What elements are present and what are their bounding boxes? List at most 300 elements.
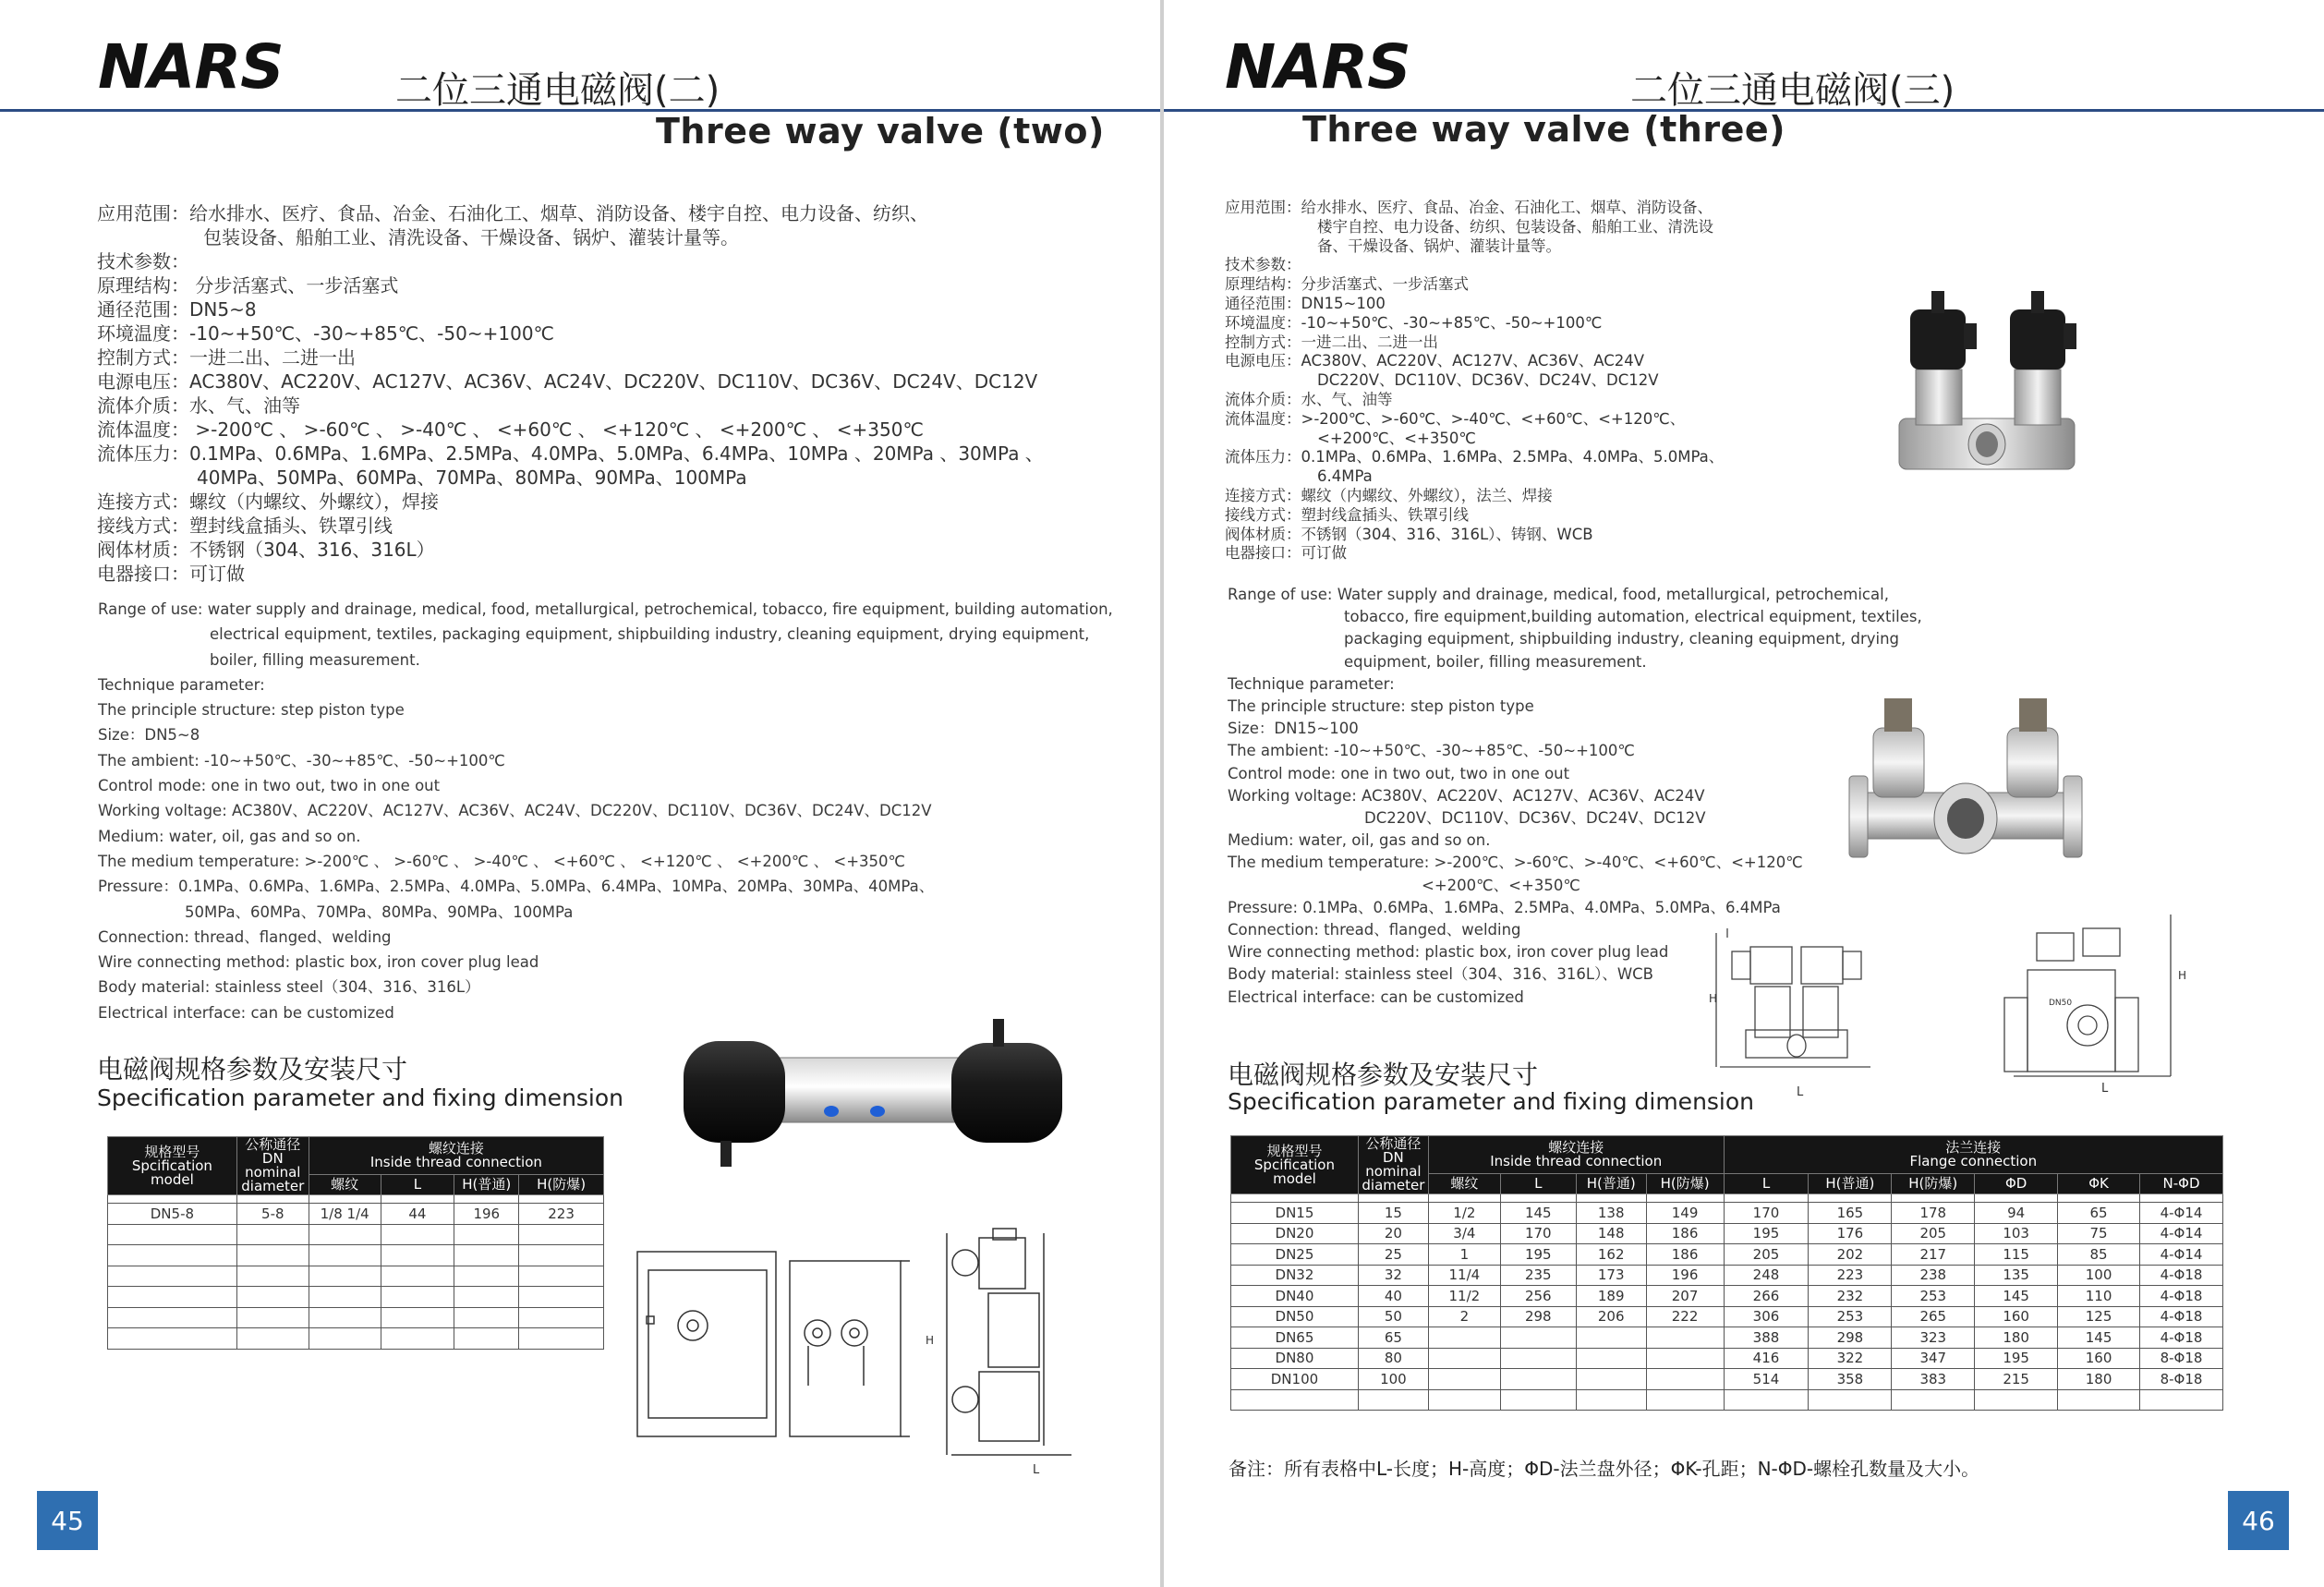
- table-cell: [309, 1287, 381, 1308]
- table-cell: [1576, 1327, 1646, 1349]
- table-cell: 196: [1646, 1265, 1724, 1286]
- spec-cn-line: 电器接口：可订做: [97, 563, 245, 585]
- dim-label-l: L: [2101, 1082, 2109, 1096]
- table-cell: DN20: [1231, 1223, 1359, 1244]
- table-cell: 135: [1975, 1265, 2058, 1286]
- table-cell: [1975, 1194, 2058, 1203]
- spec-cn: [1225, 199, 1724, 563]
- section-title-en: Specification parameter and fixing dimension: [97, 1084, 624, 1111]
- table-cell: 4-Φ14: [2140, 1244, 2223, 1266]
- table-cell: 4-Φ18: [2140, 1265, 2223, 1286]
- spec-cn-line: 环境温度：-10~+50℃、-30~+85℃、-50~+100℃: [1225, 313, 1603, 332]
- table-cell: 40: [1358, 1286, 1428, 1307]
- table-cell: 248: [1724, 1265, 1809, 1286]
- table-cell: [1428, 1194, 1500, 1203]
- th-sub: H(防爆): [519, 1174, 604, 1194]
- spec-cn-line: 流体温度： >-200℃ 、 >-60℃ 、 >-40℃ 、 <+60℃ 、 <+120℃ 、 <+200℃ 、 <+350℃: [97, 418, 924, 441]
- table-cell: [2140, 1389, 2223, 1411]
- th-text: nominal: [245, 1164, 301, 1181]
- table-cell: [1358, 1389, 1428, 1411]
- table-cell: 1: [1428, 1244, 1500, 1266]
- table-cell: DN25: [1231, 1244, 1359, 1266]
- th-text: 规格型号: [1266, 1142, 1323, 1159]
- spec-cn-line: DC220V、DC110V、DC36V、DC24V、DC12V: [1317, 371, 1659, 390]
- table-cell: [1724, 1194, 1809, 1203]
- table-cell: 115: [1975, 1244, 2058, 1266]
- spec-cn-line: 包装设备、船舶工业、清洗设备、干燥设备、锅炉、灌装计量等。: [203, 226, 739, 248]
- table-cell: [1428, 1348, 1500, 1369]
- spec-en-line: Working voltage: AC380V、AC220V、AC127V、AC36V、AC24V: [1228, 786, 1705, 805]
- title-en: Three way valve (two): [656, 111, 1105, 151]
- table-cell: 186: [1646, 1244, 1724, 1266]
- table-cell: [381, 1245, 454, 1266]
- table-cell: [454, 1307, 519, 1328]
- table-row: [1231, 1348, 2223, 1369]
- table-cell: 170: [1724, 1203, 1809, 1224]
- table-cell: [1358, 1194, 1428, 1203]
- table-cell: 202: [1809, 1244, 1892, 1266]
- table-cell: 347: [1892, 1348, 1975, 1369]
- spec-en-line: Wire connecting method: plastic box, iron cover plug lead: [98, 953, 539, 972]
- table-cell: 189: [1576, 1286, 1646, 1307]
- th-text: 法兰连接: [1945, 1138, 2002, 1156]
- table-cell: 238: [1892, 1265, 1975, 1286]
- spec-en-line: The principle structure: step piston type: [1228, 697, 1534, 716]
- th-text: 公称通径: [1365, 1135, 1422, 1152]
- spec-en-line: DC220V、DC110V、DC36V、DC24V、DC12V: [1364, 809, 1706, 828]
- table-cell: 65: [1358, 1327, 1428, 1349]
- table-cell: 110: [2058, 1286, 2140, 1307]
- spec-cn-line: 电源电压：AC380V、AC220V、AC127V、AC36V、AC24V: [1225, 352, 1644, 370]
- th-sub: 螺纹: [1428, 1173, 1500, 1193]
- table-cell: [519, 1224, 604, 1245]
- table-cell: [454, 1266, 519, 1287]
- spec-en-line: Electrical interface: can be customized: [98, 1003, 394, 1022]
- table-cell: [2058, 1389, 2140, 1411]
- brand-logo: NARS: [1225, 31, 1410, 103]
- spec-en-line: Pressure: 0.1MPa、0.6MPa、1.6MPa、2.5MPa、4.0MPa、5.0MPa、6.4MPa: [1228, 898, 1781, 916]
- table-cell: [519, 1245, 604, 1266]
- spec-en-line: The ambient: -10~+50℃、-30~+85℃、-50~+100℃: [98, 751, 505, 769]
- page-46: [1164, 0, 2324, 1587]
- table-cell: 195: [1975, 1348, 2058, 1369]
- table-cell: [2140, 1194, 2223, 1203]
- table-cell: 80: [1358, 1348, 1428, 1369]
- title-cn: 二位三通电磁阀(三): [1630, 69, 1955, 112]
- table-cell: 235: [1500, 1265, 1576, 1286]
- title-en: Three way valve (three): [1302, 109, 1786, 150]
- th-text: diameter: [241, 1178, 305, 1194]
- table-cell: 170: [1500, 1223, 1576, 1244]
- spec-en-line: The ambient: -10~+50℃、-30~+85℃、-50~+100℃: [1228, 742, 1635, 760]
- table-cell: [108, 1245, 237, 1266]
- table-cell: 217: [1892, 1244, 1975, 1266]
- table-cell: [454, 1287, 519, 1308]
- th-text: Spcification: [1253, 1156, 1335, 1173]
- spec-cn-line: 环境温度：-10~+50℃、-30~+85℃、-50~+100℃: [97, 322, 554, 345]
- table-row: [108, 1266, 604, 1287]
- table-cell: [1646, 1194, 1724, 1203]
- table-cell: 15: [1358, 1203, 1428, 1224]
- spec-en-line: Electrical interface: can be customized: [1228, 987, 1524, 1006]
- table-row: [1231, 1203, 2223, 1224]
- table-cell: 514: [1724, 1369, 1809, 1390]
- table-cell: 205: [1892, 1223, 1975, 1244]
- spec-table: [1230, 1135, 2223, 1411]
- table-cell: [108, 1266, 237, 1287]
- section-title-en: Specification parameter and fixing dimension: [1228, 1088, 1755, 1115]
- spec-cn-line: 连接方式：螺纹（内螺纹、外螺纹），法兰、焊接: [1225, 486, 1553, 504]
- spec-en-line: Technique parameter:: [1228, 674, 1395, 693]
- table-cell: 65: [2058, 1203, 2140, 1224]
- spec-en-line: Control mode: one in two out, two in one out: [1228, 764, 1570, 782]
- table-cell: 44: [381, 1204, 454, 1225]
- table-cell: 358: [1809, 1369, 1892, 1390]
- spec-en-line: electrical equipment, textiles, packaging equipment, shipbuilding industry, cleaning equipment, drying equipment,: [210, 625, 1090, 644]
- dimension-drawing: [1709, 915, 2309, 1099]
- spec-en-line: 50MPa、60MPa、70MPa、80MPa、90MPa、100MPa: [185, 903, 574, 921]
- table-cell: 85: [2058, 1244, 2140, 1266]
- th-text: model: [1273, 1169, 1316, 1187]
- th-text: 螺纹连接: [1548, 1138, 1604, 1156]
- spec-cn-line: 楼宇自控、电力设备、纺织、包装设备、船舶工业、清洗设: [1317, 217, 1713, 236]
- dim-label-dn: DN50: [2049, 999, 2073, 1008]
- spec-en-line: tobacco, fire equipment,building automation, electrical equipment, textiles,: [1344, 608, 1922, 626]
- spec-en: [98, 597, 1113, 1025]
- table-cell: [236, 1245, 309, 1266]
- table-footnote: 备注：所有表格中L-长度；H-高度；ΦD-法兰盘外径；ΦK-孔距；N-ΦD-螺栓孔数量及大小。: [1229, 1458, 1980, 1480]
- table-cell: [1892, 1389, 1975, 1411]
- table-cell: 100: [1358, 1369, 1428, 1390]
- th-sub: ΦK: [2058, 1173, 2140, 1193]
- table-cell: [381, 1224, 454, 1245]
- table-cell: 162: [1576, 1244, 1646, 1266]
- table-cell: [454, 1328, 519, 1350]
- spec-cn-line: 6.4MPa: [1317, 467, 1373, 486]
- th-text: 公称通径: [245, 1136, 301, 1153]
- table-cell: 148: [1576, 1223, 1646, 1244]
- table-cell: 256: [1500, 1286, 1576, 1307]
- spec-cn-line: 电源电压：AC380V、AC220V、AC127V、AC36V、AC24V、DC220V、DC110V、DC36V、DC24V、DC12V: [97, 370, 1038, 393]
- table-cell: 180: [1975, 1327, 2058, 1349]
- section-title-cn: 电磁阀规格参数及安装尺寸: [97, 1054, 408, 1084]
- table-cell: DN80: [1231, 1348, 1359, 1369]
- table-cell: 207: [1646, 1286, 1724, 1307]
- table-cell: 196: [454, 1204, 519, 1225]
- table-row: [1231, 1244, 2223, 1266]
- table-cell: 145: [1500, 1203, 1576, 1224]
- table-row: [1231, 1223, 2223, 1244]
- spec-cn-line: 通径范围：DN15~100: [1225, 294, 1386, 312]
- table-cell: [1231, 1389, 1359, 1411]
- table-row: [108, 1245, 604, 1266]
- table-cell: 195: [1500, 1244, 1576, 1266]
- spec-en-line: Connection: thread、flanged、welding: [98, 927, 392, 946]
- table-cell: 50: [1358, 1306, 1428, 1327]
- table-cell: 223: [519, 1204, 604, 1225]
- th-sub: L: [381, 1174, 454, 1194]
- spec-en-line: Pressure：0.1MPa、0.6MPa、1.6MPa、2.5MPa、4.0MPa、5.0MPa、6.4MPa、10MPa、20MPa、30MPa、40MPa、: [98, 878, 935, 896]
- table-cell: [1646, 1348, 1724, 1369]
- table-cell: DN15: [1231, 1203, 1359, 1224]
- spec-en-line: The medium temperature: >-200℃、>-60℃、>-40℃、<+60℃、<+120℃: [1228, 854, 1803, 872]
- table-cell: 4-Φ14: [2140, 1203, 2223, 1224]
- th-sub: H(防爆): [1892, 1173, 1975, 1193]
- spec-en-line: Size：DN15~100: [1228, 720, 1359, 738]
- table-cell: 125: [2058, 1306, 2140, 1327]
- table-row: [1231, 1306, 2223, 1327]
- table-row: [1231, 1389, 2223, 1411]
- table-cell: [519, 1328, 604, 1350]
- dim-label-h: H: [1709, 992, 1718, 1005]
- table-cell: [381, 1307, 454, 1328]
- dim-label-h: H: [926, 1334, 935, 1347]
- th-text: model: [151, 1170, 194, 1188]
- th-thread: [1428, 1136, 1724, 1174]
- th-model: [1231, 1136, 1359, 1194]
- table-cell: 4-Φ18: [2140, 1286, 2223, 1307]
- table-cell: DN5-8: [108, 1204, 237, 1225]
- table-cell: 222: [1646, 1306, 1724, 1327]
- table-cell: 160: [2058, 1348, 2140, 1369]
- table-cell: 195: [1724, 1223, 1809, 1244]
- table-cell: [1500, 1348, 1576, 1369]
- spec-en-line: The medium temperature: >-200℃ 、 >-60℃ 、 >-40℃ 、 <+60℃ 、 <+120℃ 、 <+200℃ 、 <+350℃: [98, 852, 906, 870]
- spec-cn-line: 原理结构： 分步活塞式、一步活塞式: [97, 274, 399, 297]
- table-cell: DN100: [1231, 1369, 1359, 1390]
- table-cell: 206: [1576, 1306, 1646, 1327]
- page-number-left: 45: [37, 1491, 98, 1550]
- table-cell: [1576, 1194, 1646, 1203]
- brand-logo: NARS: [98, 31, 284, 103]
- spec-cn-line: 接线方式：塑封线盒插头、铁罩引线: [97, 515, 393, 537]
- spec-cn-line: <+200℃、<+350℃: [1317, 429, 1476, 447]
- table-cell: 265: [1892, 1306, 1975, 1327]
- th-text: nominal: [1365, 1163, 1422, 1180]
- spec-cn-line: 应用范围：给水排水、医疗、食品、冶金、石油化工、烟草、消防设备、: [1225, 199, 1713, 216]
- table-row: [1231, 1327, 2223, 1349]
- spec-cn-line: 控制方式：一进二出、二进一出: [97, 346, 356, 369]
- table-cell: [236, 1224, 309, 1245]
- spec-en-line: Medium: water, oil, gas and so on.: [1228, 831, 1491, 850]
- table-cell: [1231, 1194, 1359, 1203]
- table-row: [1231, 1286, 2223, 1307]
- table-cell: 186: [1646, 1223, 1724, 1244]
- table-cell: 94: [1975, 1203, 2058, 1224]
- table-cell: [236, 1328, 309, 1350]
- table-cell: 253: [1892, 1286, 1975, 1307]
- table-cell: [309, 1224, 381, 1245]
- table-cell: 3/4: [1428, 1223, 1500, 1244]
- spec-en-line: packaging equipment, shipbuilding industry, cleaning equipment, drying: [1344, 630, 1900, 648]
- table-cell: [1809, 1194, 1892, 1203]
- table-cell: [519, 1195, 604, 1204]
- table-cell: 4-Φ14: [2140, 1223, 2223, 1244]
- dim-label-l: L: [1797, 1085, 1804, 1099]
- table-cell: 75: [2058, 1223, 2140, 1244]
- table-cell: [1975, 1389, 2058, 1411]
- table-cell: [1428, 1369, 1500, 1390]
- table-cell: [1892, 1194, 1975, 1203]
- table-cell: 5-8: [236, 1204, 309, 1225]
- table-spacer-row: [1231, 1194, 2223, 1203]
- spec-cn-line: 阀体材质：不锈钢（304、316、316L）、铸钢、WCB: [1225, 525, 1593, 543]
- table-row: [108, 1287, 604, 1308]
- table-cell: [381, 1195, 454, 1204]
- table-cell: [1500, 1389, 1576, 1411]
- table-cell: [108, 1224, 237, 1245]
- table-cell: 8-Φ18: [2140, 1348, 2223, 1369]
- table-cell: [309, 1307, 381, 1328]
- title-cn: 二位三通电磁阀(二): [395, 69, 720, 112]
- table-row: [108, 1307, 604, 1328]
- spec-cn-line: 流体介质：水、气、油等: [1225, 390, 1393, 408]
- table-cell: [108, 1195, 237, 1204]
- th-text: DN: [1383, 1149, 1404, 1166]
- table-cell: 388: [1724, 1327, 1809, 1349]
- th-flange: [1724, 1136, 2222, 1174]
- table-cell: [519, 1287, 604, 1308]
- table-cell: [236, 1266, 309, 1287]
- th-text: Flange connection: [1909, 1152, 2038, 1169]
- table-cell: [381, 1287, 454, 1308]
- table-cell: 25: [1358, 1244, 1428, 1266]
- table-cell: [519, 1266, 604, 1287]
- th-text: Inside thread connection: [1490, 1152, 1663, 1169]
- th-sub: ΦD: [1975, 1173, 2058, 1193]
- table-cell: 253: [1809, 1306, 1892, 1327]
- spec-cn-line: 阀体材质：不锈钢（304、316、316L）: [97, 539, 435, 561]
- table-spacer-row: [108, 1195, 604, 1204]
- table-cell: 145: [1975, 1286, 2058, 1307]
- table-cell: [309, 1266, 381, 1287]
- spec-cn-line: 备、干燥设备、锅炉、灌装计量等。: [1317, 236, 1561, 255]
- table-cell: [108, 1287, 237, 1308]
- spec-cn-line: 流体压力：0.1MPa、0.6MPa、1.6MPa、2.5MPa、4.0MPa、5.0MPa、6.4MPa、10MPa 、20MPa 、30MPa 、: [97, 442, 1044, 465]
- spec-en-line: The principle structure: step piston type: [98, 701, 405, 720]
- table-cell: [1500, 1369, 1576, 1390]
- table-cell: 103: [1975, 1223, 2058, 1244]
- th-thread: [309, 1137, 603, 1175]
- table-cell: [1428, 1389, 1500, 1411]
- table-cell: [1576, 1348, 1646, 1369]
- spec-en-line: Body material: stainless steel（304、316、316L）: [98, 978, 480, 997]
- section-title-cn: 电磁阀规格参数及安装尺寸: [1228, 1060, 1539, 1090]
- table-cell: [454, 1195, 519, 1204]
- table-cell: [381, 1328, 454, 1350]
- table-cell: 215: [1975, 1369, 2058, 1390]
- spec-en-line: Technique parameter:: [98, 675, 265, 694]
- th-text: Spcification: [131, 1157, 212, 1174]
- spec-en-line: Wire connecting method: plastic box, iron cover plug lead: [1228, 943, 1669, 962]
- table-cell: 323: [1892, 1327, 1975, 1349]
- table-cell: 232: [1809, 1286, 1892, 1307]
- spec-cn-line: 流体介质：水、气、油等: [97, 394, 300, 417]
- spec-cn-line: 控制方式：一进二出、二进一出: [1225, 333, 1438, 351]
- table-cell: 322: [1809, 1348, 1892, 1369]
- spec-en-line: Size：DN5~8: [98, 726, 200, 745]
- table-cell: 266: [1724, 1286, 1809, 1307]
- table-cell: 1/8 1/4: [309, 1204, 381, 1225]
- spec-cn-line: 电器接口：可订做: [1225, 544, 1347, 563]
- table-row: [1231, 1265, 2223, 1286]
- table-cell: 165: [1809, 1203, 1892, 1224]
- spec-en-line: Range of use: water supply and drainage, medical, food, metallurgical, petrochemical, tobacco, fire equipment, building automation,: [98, 600, 1113, 618]
- table-cell: 383: [1892, 1369, 1975, 1390]
- table-cell: 8-Φ18: [2140, 1369, 2223, 1390]
- spec-cn-line: 原理结构：分步活塞式、一步活塞式: [1225, 275, 1469, 294]
- table-cell: DN50: [1231, 1306, 1359, 1327]
- table-cell: [1646, 1369, 1724, 1390]
- spec-cn-line: 技术参数：: [1225, 256, 1301, 274]
- table-cell: 180: [2058, 1369, 2140, 1390]
- th-text: 螺纹连接: [428, 1139, 484, 1157]
- th-sub: N-ΦD: [2140, 1173, 2223, 1193]
- table-row: [108, 1224, 604, 1245]
- th-sub: H(防爆): [1646, 1173, 1724, 1193]
- table-cell: [236, 1307, 309, 1328]
- table-cell: DN40: [1231, 1286, 1359, 1307]
- table-cell: [108, 1307, 237, 1328]
- table-cell: [454, 1245, 519, 1266]
- table-cell: [1724, 1389, 1809, 1411]
- table-cell: [108, 1328, 237, 1350]
- spec-en-line: <+200℃、<+350℃: [1422, 876, 1580, 894]
- table-cell: [519, 1307, 604, 1328]
- spec-en-line: Medium: water, oil, gas and so on.: [98, 827, 361, 845]
- table-cell: [1500, 1327, 1576, 1349]
- th-sub: L: [1724, 1173, 1809, 1193]
- table-cell: 173: [1576, 1265, 1646, 1286]
- table-cell: 205: [1724, 1244, 1809, 1266]
- table-cell: 176: [1809, 1223, 1892, 1244]
- table-cell: 306: [1724, 1306, 1809, 1327]
- table-cell: [309, 1245, 381, 1266]
- th-sub: 螺纹: [309, 1174, 381, 1194]
- dim-label-h: H: [2178, 969, 2187, 982]
- table-cell: 1/2: [1428, 1203, 1500, 1224]
- valve-photo-flanged: [1846, 691, 2086, 876]
- table-cell: [236, 1287, 309, 1308]
- th-dn: [1358, 1136, 1428, 1194]
- table-cell: 416: [1724, 1348, 1809, 1369]
- table-cell: [381, 1266, 454, 1287]
- table-row: [108, 1204, 604, 1225]
- th-sub: H(普通): [1576, 1173, 1646, 1193]
- table-cell: [309, 1328, 381, 1350]
- table-cell: 2: [1428, 1306, 1500, 1327]
- dim-label-l: L: [1033, 1463, 1040, 1473]
- page-number-right: 46: [2228, 1491, 2289, 1550]
- table-cell: 298: [1500, 1306, 1576, 1327]
- table-cell: 149: [1646, 1203, 1724, 1224]
- th-text: 规格型号: [144, 1143, 200, 1160]
- th-sub: L: [1500, 1173, 1576, 1193]
- spec-cn: [97, 201, 1044, 586]
- spec-en-line: Body material: stainless steel（304、316、316L）、WCB: [1228, 965, 1653, 984]
- spec-table: [107, 1136, 604, 1350]
- spec-cn-line: 流体压力：0.1MPa、0.6MPa、1.6MPa、2.5MPa、4.0MPa、5.0MPa、: [1225, 448, 1725, 466]
- th-sub: H(普通): [454, 1174, 519, 1194]
- page-45: [0, 0, 1160, 1587]
- spec-en-line: Working voltage: AC380V、AC220V、AC127V、AC36V、AC24V、DC220V、DC110V、DC36V、DC24V、DC12V: [98, 802, 932, 820]
- table-row: [108, 1328, 604, 1350]
- table-cell: 100: [2058, 1265, 2140, 1286]
- table-cell: DN65: [1231, 1327, 1359, 1349]
- th-text: Inside thread connection: [369, 1153, 542, 1170]
- dimension-drawing: [628, 1224, 1108, 1473]
- th-text: diameter: [1362, 1177, 1425, 1193]
